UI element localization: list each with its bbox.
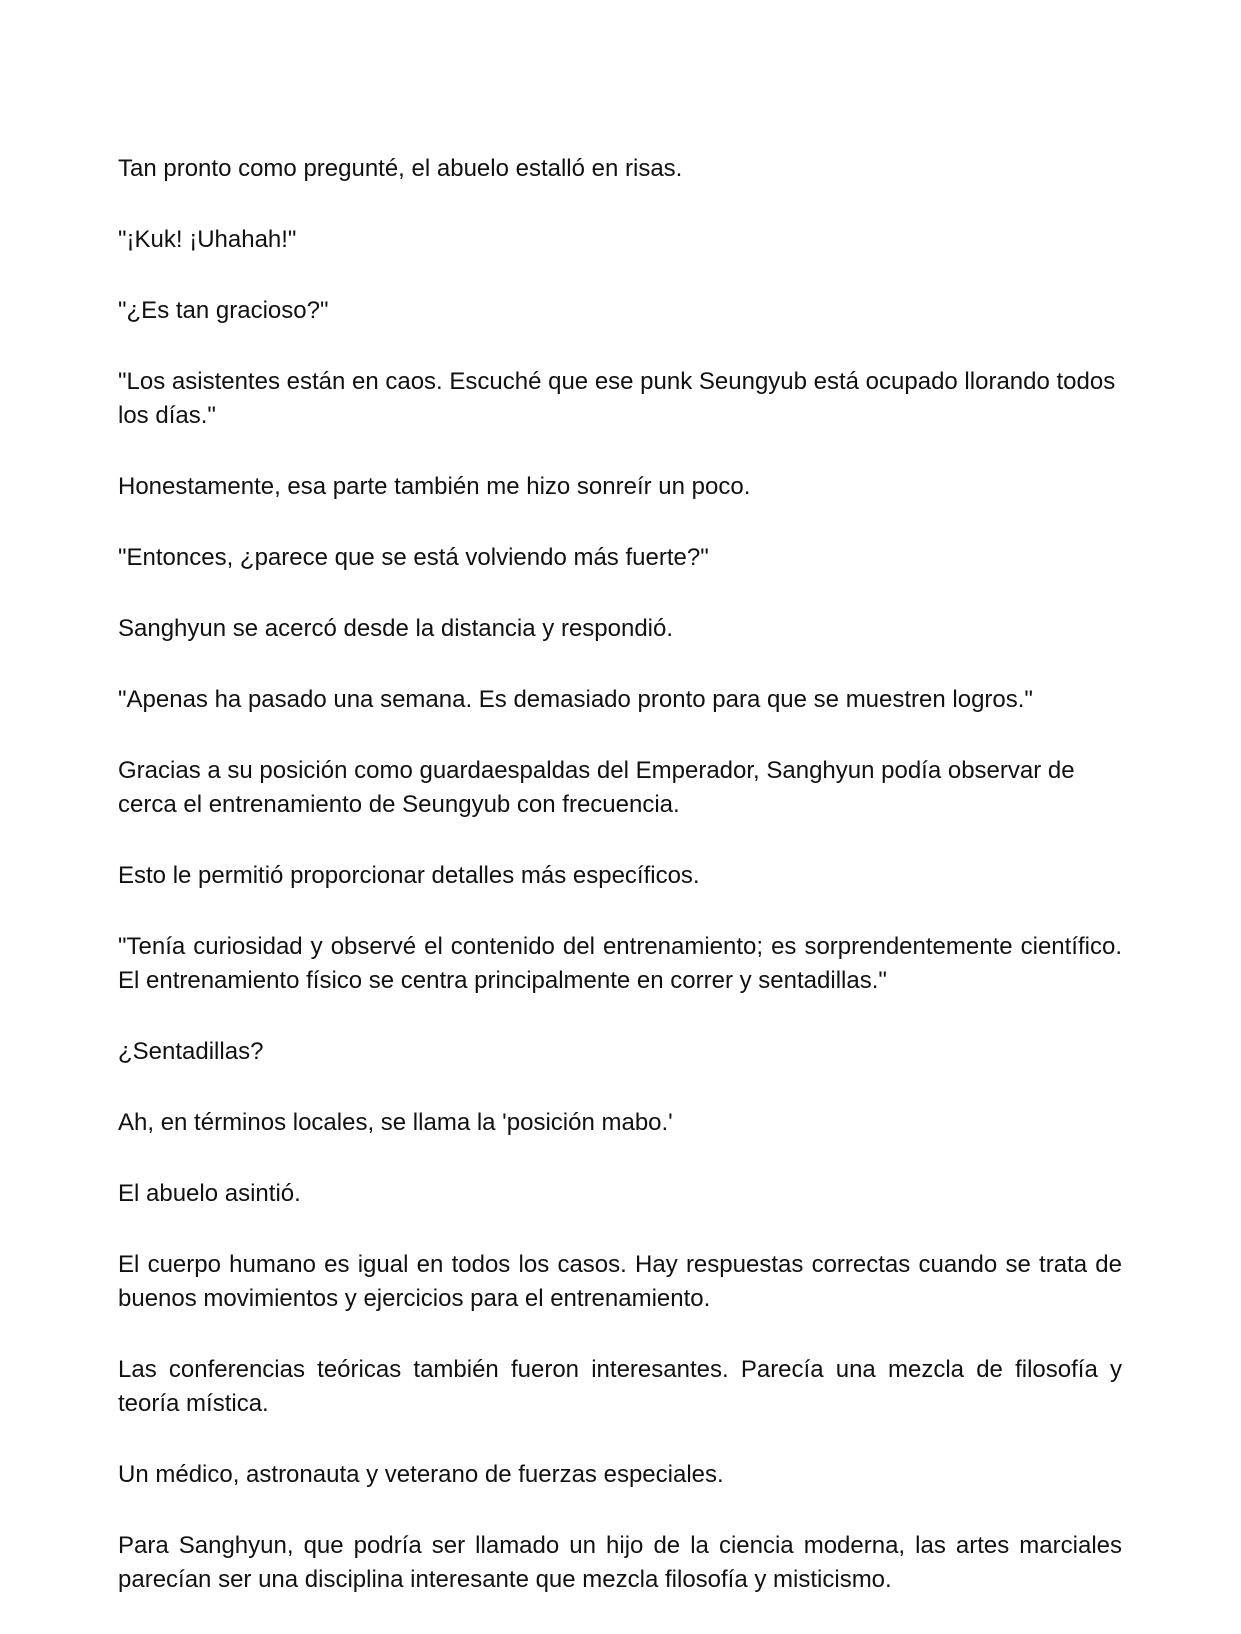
paragraph: "Entonces, ¿parece que se está volviendo más fuerte?" — [118, 544, 709, 571]
document-body — [118, 152, 1122, 1634]
paragraph: Tan pronto como pregunté, el abuelo estalló en risas. — [118, 155, 683, 182]
paragraph: Las conferencias teóricas también fueron interesantes. Parecía una mezcla de filosofía y teoría mística. — [118, 1356, 1122, 1417]
paragraph: El cuerpo humano es igual en todos los casos. Hay respuestas correctas cuando se trata de buenos movimientos y ejercicios para el entrenamiento. — [118, 1251, 1122, 1312]
paragraph: ¿Sentadillas? — [118, 1038, 264, 1065]
paragraph: "Apenas ha pasado una semana. Es demasiado pronto para que se muestren logros." — [118, 686, 1033, 713]
paragraph: Para Sanghyun, que podría ser llamado un hijo de la ciencia moderna, las artes marciales parecían ser una disciplina interesante que mezcla filosofía y misticismo. — [118, 1532, 1122, 1593]
paragraph: Honestamente, esa parte también me hizo sonreír un poco. — [118, 473, 751, 500]
paragraph: "¿Es tan gracioso?" — [118, 297, 329, 324]
paragraph: Gracias a su posición como guardaespaldas del Emperador, Sanghyun podía observar de cerca el entrenamiento de Seungyub con frecuencia. — [118, 757, 1075, 818]
paragraph: "¡Kuk! ¡Uhahah!" — [118, 226, 297, 253]
paragraph: "Tenía curiosidad y observé el contenido del entrenamiento; es sorprendentemente científico. El entrenamiento físico se centra principalmente en correr y sentadillas." — [118, 933, 1122, 994]
paragraph: Sanghyun se acercó desde la distancia y respondió. — [118, 615, 674, 642]
paragraph: Un médico, astronauta y veterano de fuerzas especiales. — [118, 1461, 724, 1488]
paragraph: Ah, en términos locales, se llama la 'posición mabo.' — [118, 1109, 673, 1136]
paragraph: Esto le permitió proporcionar detalles más específicos. — [118, 862, 700, 889]
paragraph: "Los asistentes están en caos. Escuché que ese punk Seungyub está ocupado llorando todos los días." — [118, 368, 1116, 429]
paragraph: El abuelo asintió. — [118, 1180, 301, 1207]
